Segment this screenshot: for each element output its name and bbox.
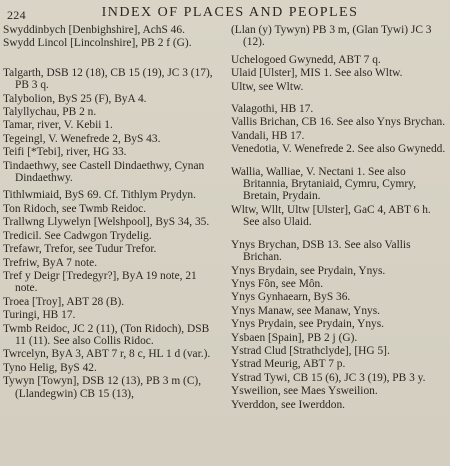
index-entry: Talyllychau, PB 2 n. [3, 106, 97, 119]
index-entry: Twmb Reidoc, JC 2 (11), (Ton Ridoch), DSB 11 (11). See also Collis Ridoc. [3, 322, 210, 347]
index-entry: Trefriw, ByA 7 note. [3, 256, 98, 269]
index-entry: Uchelogoed Gwynedd, ABT 7 q. [231, 53, 381, 66]
index-entry: Ystrad Tywi, CB 15 (6), JC 3 (19), PB 3 y. [231, 371, 426, 384]
index-entry: Ysbaen [Spain], PB 2 j (G). [231, 331, 358, 344]
index-entry: Tegeingl, V. Wenefrede 2, ByS 43. [3, 132, 161, 145]
index-entry: Tamar, river, V. Kebii 1. [3, 119, 113, 132]
index-entry: Ynys Manaw, see Manaw, Ynys. [231, 304, 380, 317]
index-entry: Twrcelyn, ByA 3, ABT 7 r, 8 c, HL 1 d (var.). [3, 348, 211, 361]
index-entry: Yswеilion, see Maes Ysweilion. [231, 385, 378, 398]
index-entry: Ynys Fôn, see Môn. [231, 277, 324, 290]
index-entry: Tindaethwy, see Castell Dindaethwy, Cynan Dindaethwy. [3, 159, 205, 185]
index-entry: Tywyn [Towyn], DSB 12 (13), PB 3 m (C), (Llandegwin) CB 15 (13), [3, 375, 202, 400]
index-entry: Ultw, see Wltw. [231, 80, 304, 93]
index-entry: Ynys Brydain, see Prydain, Ynys. [231, 264, 386, 277]
index-entry: Tyno Helig, ByS 42. [3, 361, 97, 374]
index-entry: Tredicil. See Cadwgon Trydelig. [3, 229, 152, 242]
index-entry: Trefawr, Trefor, see Tudur Trefor. [3, 243, 157, 256]
index-entry: Ystrad Clud [Strathclyde], [HG 5]. [231, 344, 390, 357]
right-column [231, 24, 447, 412]
index-entry: Talgarth, DSB 12 (18), CB 15 (19), JC 3 (17), PB 3 q. [3, 66, 213, 92]
index-entry: Swydd Lincol [Lincolnshire], PB 2 f (G). [3, 37, 192, 50]
index-entry: Turingi, HB 17. [3, 309, 76, 322]
index-entry: Ynys Brychan, DSB 13. See also Vallis Brichan. [231, 238, 411, 264]
index-entry: Venedotia, V. Wenefrede 2. See also Gwynedd. [231, 143, 446, 156]
page-number: 224 [7, 8, 26, 22]
index-entry: Valagothi, HB 17. [231, 103, 314, 116]
left-column [3, 24, 221, 401]
index-entry: Ynys Gynhaearn, ByS 36. [231, 291, 351, 304]
index-entry: Ulaid [Ulster], MIS 1. See also Wltw. [231, 67, 403, 80]
page-header [5, 3, 445, 23]
index-entry: Yverddon, see Iwerddon. [231, 398, 345, 411]
index-entry: Trallwng Llywelyn [Welshpool], ByS 34, 35. [3, 216, 210, 229]
index-entry: Teifi [*Tebi], river, HG 33. [3, 146, 127, 159]
index-entry: Troea [Troy], ABT 28 (B). [3, 295, 125, 308]
index-entry: Ystrad Meurig, ABT 7 p. [231, 358, 346, 371]
running-title: INDEX OF PLACES AND PEOPLES [101, 5, 359, 20]
index-entry: Tithlwmiaid, ByS 69. Cf. Tithlym Prydyn. [3, 189, 196, 202]
index-entry: Vallis Brichan, CB 16. See also Ynys Brychan. [231, 116, 446, 129]
index-entry: (Llan (y) Tywyn) PB 3 m, (Glan Tywi) JC 3 (12). [231, 24, 432, 49]
index-entry: Ton Ridoch, see Twmb Reidoc. [3, 202, 147, 215]
index-entry: Ynys Prydain, see Prydain, Ynys. [231, 318, 385, 331]
index-entry: Talybolion, ByS 25 (F), ByA 4. [3, 92, 147, 105]
index-entry: Tref y Deigr [Tredegyr?], ByA 19 note, 21 note. [3, 269, 197, 295]
index-entry: Wallia, Walliae, V. Nectani 1. See also Britannia, Brytaniaid, Cymru, Cymry, Bretain, Prydain. [231, 165, 416, 203]
index-entry: Vandali, HB 17. [231, 129, 305, 142]
index-entry: Wltw, Wllt, Ultw [Ulster], GaC 4, ABT 6 h. See also Ulaid. [231, 203, 431, 229]
index-entry: Swyddinbych [Denbighshire], AchS 46. [3, 24, 185, 36]
